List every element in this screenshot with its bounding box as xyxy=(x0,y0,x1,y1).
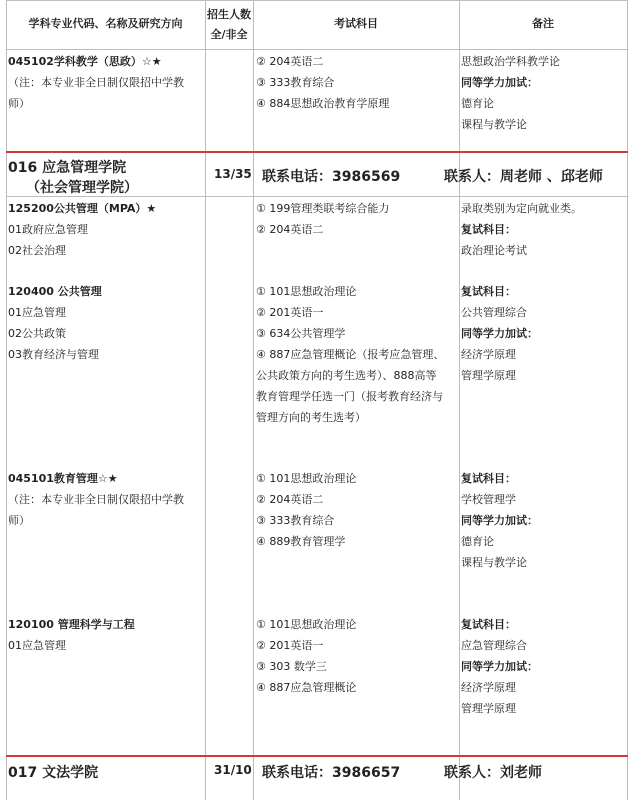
exam-item: ① 101思想政治理论 xyxy=(256,285,357,298)
exam-item: ③ 333教育综合 xyxy=(256,514,335,527)
remark-item: 管理学原理 xyxy=(461,702,516,715)
column-divider xyxy=(205,0,206,800)
remark-heading: 同等学力加试： xyxy=(461,76,538,89)
header-quota-line2: 全/非全 xyxy=(210,28,248,41)
exam-item: ④ 887应急管理概论（报考应急管理、 xyxy=(256,348,445,361)
exam-item: ④ 889教育管理学 xyxy=(256,535,346,548)
section-divider xyxy=(6,755,628,757)
exam-item: ③ 333教育综合 xyxy=(256,76,335,89)
major-note: （注：本专业非全日制仅限招中学教 xyxy=(8,76,184,89)
remark-item: 应急管理综合 xyxy=(461,639,527,652)
direction-item: 02社会治理 xyxy=(8,244,66,257)
remark-heading: 复试科目： xyxy=(461,285,516,298)
exam-item: ① 101思想政治理论 xyxy=(256,618,357,631)
major-name: 125200公共管理（MPA）★ xyxy=(8,202,157,215)
college-name-alt: （社会管理学院） xyxy=(26,180,138,196)
remark-heading: 同等学力加试： xyxy=(461,514,538,527)
direction-item: 01政府应急管理 xyxy=(8,223,88,236)
college-contact: 联系人：周老师 、邱老师 xyxy=(444,169,603,185)
remark-item: 经济学原理 xyxy=(461,348,516,361)
remark-item: 管理学原理 xyxy=(461,369,516,382)
remark-item: 德育论 xyxy=(461,97,494,110)
header-major: 学科专业代码、名称及研究方向 xyxy=(28,17,183,30)
exam-item: 公共政策方向的考生选考）、888高等 xyxy=(256,369,437,382)
exam-item: ② 201英语一 xyxy=(256,639,324,652)
direction-item: 01应急管理 xyxy=(8,306,66,319)
remark-item: 经济学原理 xyxy=(461,681,516,694)
direction-item: 01应急管理 xyxy=(8,639,66,652)
column-divider xyxy=(6,0,7,800)
direction-item: 03教育经济与管理 xyxy=(8,348,99,361)
exam-item: ③ 303 数学三 xyxy=(256,660,327,673)
major-note: 师） xyxy=(8,97,30,110)
remark-item: 德育论 xyxy=(461,535,494,548)
college-quota: 31/10 xyxy=(214,763,252,777)
major-name: 120400 公共管理 xyxy=(8,285,102,298)
exam-item: ② 204英语二 xyxy=(256,223,324,236)
major-name: 120100 管理科学与工程 xyxy=(8,618,135,631)
header-remarks: 备注 xyxy=(532,17,554,30)
exam-item: 教育管理学任选一门（报考教育经济与 xyxy=(256,390,443,403)
exam-item: ① 101思想政治理论 xyxy=(256,472,357,485)
college-contact: 联系人：刘老师 xyxy=(444,765,542,781)
college-quota: 13/35 xyxy=(214,167,252,181)
major-name: 045101教育管理☆★ xyxy=(8,472,118,485)
exam-item: 管理方向的考生选考） xyxy=(256,411,366,424)
exam-item: ② 204英语二 xyxy=(256,55,324,68)
remark-heading: 同等学力加试： xyxy=(461,327,538,340)
college-name: 016 应急管理学院 xyxy=(8,160,127,176)
column-divider xyxy=(627,0,628,800)
remark-item: 录取类别为定向就业类。 xyxy=(461,202,582,215)
remark-heading: 复试科目： xyxy=(461,472,516,485)
exam-item: ② 201英语一 xyxy=(256,306,324,319)
remark-item: 公共管理综合 xyxy=(461,306,527,319)
exam-item: ② 204英语二 xyxy=(256,493,324,506)
direction-item: 02公共政策 xyxy=(8,327,66,340)
column-divider xyxy=(459,0,460,800)
exam-item: ③ 634公共管理学 xyxy=(256,327,346,340)
college-phone: 联系电话：3986569 xyxy=(262,169,401,185)
remark-item: 课程与教学论 xyxy=(461,556,527,569)
exam-item: ① 199管理类联考综合能力 xyxy=(256,202,390,215)
remark-item: 课程与教学论 xyxy=(461,118,527,131)
remark-heading: 同等学力加试： xyxy=(461,660,538,673)
section-divider xyxy=(6,151,628,153)
remark-heading: 复试科目： xyxy=(461,223,516,236)
exam-item: ④ 884思想政治教育学原理 xyxy=(256,97,390,110)
remark-item: 学校管理学 xyxy=(461,493,516,506)
remark-item: 政治理论考试 xyxy=(461,244,527,257)
college-name: 017 文法学院 xyxy=(8,765,99,781)
row-divider xyxy=(6,49,628,50)
header-exams: 考试科目 xyxy=(334,17,378,30)
major-note: 师） xyxy=(8,514,30,527)
header-quota-line1: 招生人数 xyxy=(207,8,251,21)
column-divider xyxy=(253,0,254,800)
remark-heading: 复试科目： xyxy=(461,618,516,631)
major-note: （注：本专业非全日制仅限招中学教 xyxy=(8,493,184,506)
exam-item: ④ 887应急管理概论 xyxy=(256,681,357,694)
remark-item: 思想政治学科教学论 xyxy=(461,55,560,68)
major-name: 045102学科教学（思政）☆★ xyxy=(8,55,162,68)
row-divider xyxy=(6,0,628,1)
college-phone: 联系电话：3986657 xyxy=(262,765,401,781)
